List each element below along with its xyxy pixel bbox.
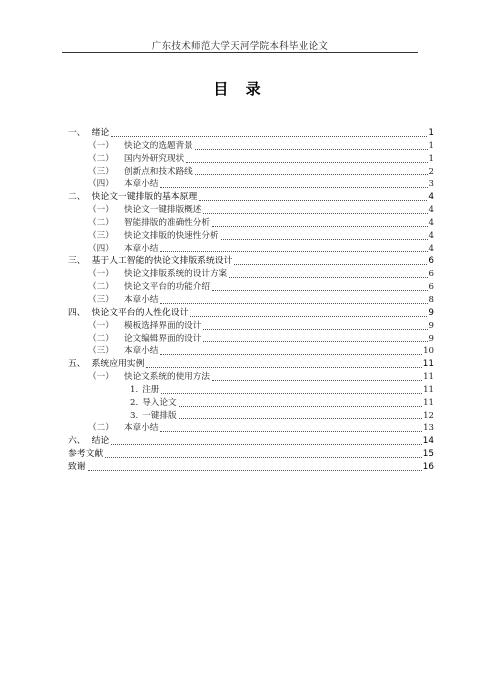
toc-dot-leader — [203, 341, 427, 342]
toc-entry-page: 8 — [428, 294, 434, 305]
toc-entry[interactable] — [68, 191, 434, 204]
toc-dot-leader — [160, 251, 427, 252]
toc-entry[interactable] — [68, 153, 434, 166]
toc-entry-number: （二） — [88, 333, 114, 344]
toc-entry-page: 4 — [428, 230, 434, 241]
toc-entry-label: 系统应用实例 — [91, 359, 145, 370]
toc-dot-leader — [179, 418, 422, 419]
toc-entry[interactable] — [68, 281, 434, 294]
toc-entry-number: （三） — [88, 166, 114, 177]
toc-entry[interactable] — [68, 358, 434, 371]
toc-dot-leader — [146, 367, 421, 368]
toc-entry[interactable] — [68, 435, 434, 448]
toc-entry-label: 论文编辑界面的设计 — [124, 333, 202, 344]
toc-entry-label: 导入论文 — [142, 397, 177, 408]
toc-entry[interactable] — [68, 230, 434, 243]
toc-entry-label: 模板选择界面的设计 — [124, 320, 202, 331]
toc-entry[interactable] — [68, 384, 434, 397]
toc-dot-leader — [195, 149, 428, 150]
toc-entry-page: 11 — [423, 372, 434, 383]
toc-entry[interactable] — [68, 178, 434, 191]
toc-dot-leader — [88, 470, 422, 471]
toc-entry-label: 结论 — [91, 436, 110, 447]
toc-dot-leader — [212, 226, 428, 227]
toc-entry-page: 4 — [428, 192, 434, 203]
toc-dot-leader — [203, 213, 427, 214]
toc-entry-page: 6 — [428, 269, 434, 280]
toc-entry[interactable] — [68, 255, 434, 268]
toc-entry-label: 本章小结 — [124, 243, 159, 254]
toc-entry-number: （二） — [88, 423, 114, 434]
toc-entry-page: 12 — [423, 410, 434, 421]
toc-entry-label: 快论文一键排版概述 — [124, 205, 202, 216]
toc-entry-label: 智能排版的准确性分析 — [124, 217, 210, 228]
toc-entry-label: 快论文一键排版的基本原理 — [91, 192, 198, 203]
toc-entry[interactable] — [68, 204, 434, 217]
toc-entry-number: （二） — [88, 217, 114, 228]
toc-entry[interactable] — [68, 268, 434, 281]
toc-entry[interactable] — [68, 166, 434, 179]
toc-entry-label: 基于人工智能的快论文排版系统设计 — [91, 256, 233, 267]
toc-dot-leader — [234, 264, 427, 265]
toc-dot-leader — [105, 457, 422, 458]
toc-entry-number: 2. — [130, 397, 139, 408]
toc-entry-label: 注册 — [142, 384, 160, 395]
toc-dot-leader — [221, 239, 428, 240]
toc-entry[interactable] — [68, 127, 434, 140]
table-of-contents — [68, 127, 434, 474]
toc-entry-page: 16 — [422, 461, 434, 472]
toc-dot-leader — [186, 162, 427, 163]
toc-entry-number: （一） — [88, 320, 114, 331]
toc-dot-leader — [111, 136, 427, 137]
toc-entry-label: 国内外研究现状 — [124, 153, 185, 164]
toc-entry[interactable] — [68, 243, 434, 256]
toc-entry-page: 13 — [423, 423, 434, 434]
toc-entry-page: 3 — [428, 179, 434, 190]
toc-entry-label: 快论文排版系统的设计方案 — [124, 269, 228, 280]
toc-entry-number: 五、 — [68, 359, 86, 370]
toc-entry-page: 15 — [422, 449, 434, 460]
toc-entry-page: 6 — [428, 282, 434, 293]
toc-dot-leader — [190, 316, 427, 317]
page-header: 广东技术师范大学天河学院本科毕业论文 — [151, 41, 329, 52]
toc-dot-leader — [212, 380, 422, 381]
toc-entry-label: 快论文排版的快速性分析 — [124, 230, 219, 241]
toc-entry-number: 二、 — [68, 192, 86, 203]
toc-entry-number: （二） — [88, 282, 114, 293]
toc-entry[interactable] — [68, 307, 434, 320]
toc-entry-label: 快论文平台的人性化设计 — [91, 307, 189, 318]
toc-entry-page: 9 — [428, 320, 434, 331]
toc-entry-page: 1 — [428, 140, 434, 151]
toc-entry-label: 绪论 — [91, 128, 110, 138]
toc-entry[interactable] — [68, 397, 434, 410]
toc-entry-label: 本章小结 — [124, 423, 159, 434]
toc-entry[interactable] — [68, 448, 434, 461]
toc-entry-label: 快论文平台的功能介绍 — [124, 282, 210, 293]
toc-entry-number: （三） — [88, 230, 114, 241]
toc-entry[interactable] — [68, 217, 434, 230]
toc-entry-page: 11 — [423, 384, 434, 395]
toc-entry-label: 本章小结 — [124, 346, 159, 357]
toc-entry-page: 10 — [423, 346, 434, 357]
toc-dot-leader — [212, 290, 428, 291]
toc-entry-page: 1 — [428, 153, 434, 164]
toc-entry-number: 1. — [130, 384, 139, 395]
toc-entry-label: 参考文献 — [68, 449, 104, 460]
toc-dot-leader — [229, 277, 427, 278]
toc-entry-label: 本章小结 — [124, 179, 159, 190]
toc-entry-label: 本章小结 — [124, 294, 159, 305]
toc-dot-leader — [161, 393, 422, 394]
toc-entry-number: 三、 — [68, 256, 86, 267]
toc-entry-label: 快论文的选题背景 — [124, 140, 193, 151]
toc-dot-leader — [199, 200, 427, 201]
toc-entry-number: （一） — [88, 205, 114, 216]
toc-entry-number: （四） — [88, 243, 114, 254]
page-title: 目 录 — [213, 80, 267, 98]
toc-entry-page: 4 — [428, 243, 434, 254]
toc-entry-label: 致谢 — [68, 461, 86, 472]
toc-entry-page: 2 — [428, 166, 434, 177]
toc-entry-page: 4 — [428, 205, 434, 216]
toc-dot-leader — [179, 406, 422, 407]
toc-dot-leader — [160, 187, 427, 188]
toc-entry[interactable] — [68, 461, 434, 474]
toc-entry-number: 3. — [130, 410, 139, 421]
toc-entry-number: （四） — [88, 179, 114, 190]
toc-entry-label: 快论文系统的使用方法 — [124, 372, 210, 383]
toc-entry-number: （一） — [88, 372, 114, 383]
toc-dot-leader — [111, 444, 422, 445]
toc-entry[interactable] — [68, 345, 434, 358]
toc-dot-leader — [203, 329, 427, 330]
toc-entry[interactable] — [68, 140, 434, 153]
toc-entry-number: （二） — [88, 153, 114, 164]
toc-entry-label: 一键排版 — [142, 410, 177, 421]
toc-entry[interactable] — [68, 333, 434, 346]
toc-entry[interactable] — [68, 410, 434, 423]
toc-entry-page: 9 — [428, 333, 434, 344]
toc-entry[interactable] — [68, 320, 434, 333]
toc-entry-page: 9 — [428, 307, 434, 318]
toc-entry-number: 六、 — [68, 436, 86, 447]
toc-entry-label: 创新点和技术路线 — [124, 166, 193, 177]
toc-entry-number: 一、 — [68, 128, 86, 138]
toc-entry-page: 11 — [423, 397, 434, 408]
toc-dot-leader — [160, 354, 422, 355]
toc-entry-page: 1 — [428, 128, 434, 138]
toc-entry-number: （三） — [88, 294, 114, 305]
toc-entry[interactable] — [68, 371, 434, 384]
toc-entry-number: （一） — [88, 140, 114, 151]
toc-entry[interactable] — [68, 422, 434, 435]
toc-entry-page: 14 — [422, 436, 434, 447]
toc-entry-page: 6 — [428, 256, 434, 267]
toc-dot-leader — [160, 431, 422, 432]
toc-entry-number: （一） — [88, 269, 114, 280]
toc-entry-number: 四、 — [68, 307, 86, 318]
toc-entry-page: 4 — [428, 217, 434, 228]
toc-dot-leader — [160, 303, 427, 304]
toc-dot-leader — [195, 174, 428, 175]
toc-entry-page: 11 — [422, 359, 434, 370]
toc-entry-number: （三） — [88, 346, 114, 357]
toc-entry[interactable] — [68, 294, 434, 307]
header-rule — [62, 52, 418, 53]
